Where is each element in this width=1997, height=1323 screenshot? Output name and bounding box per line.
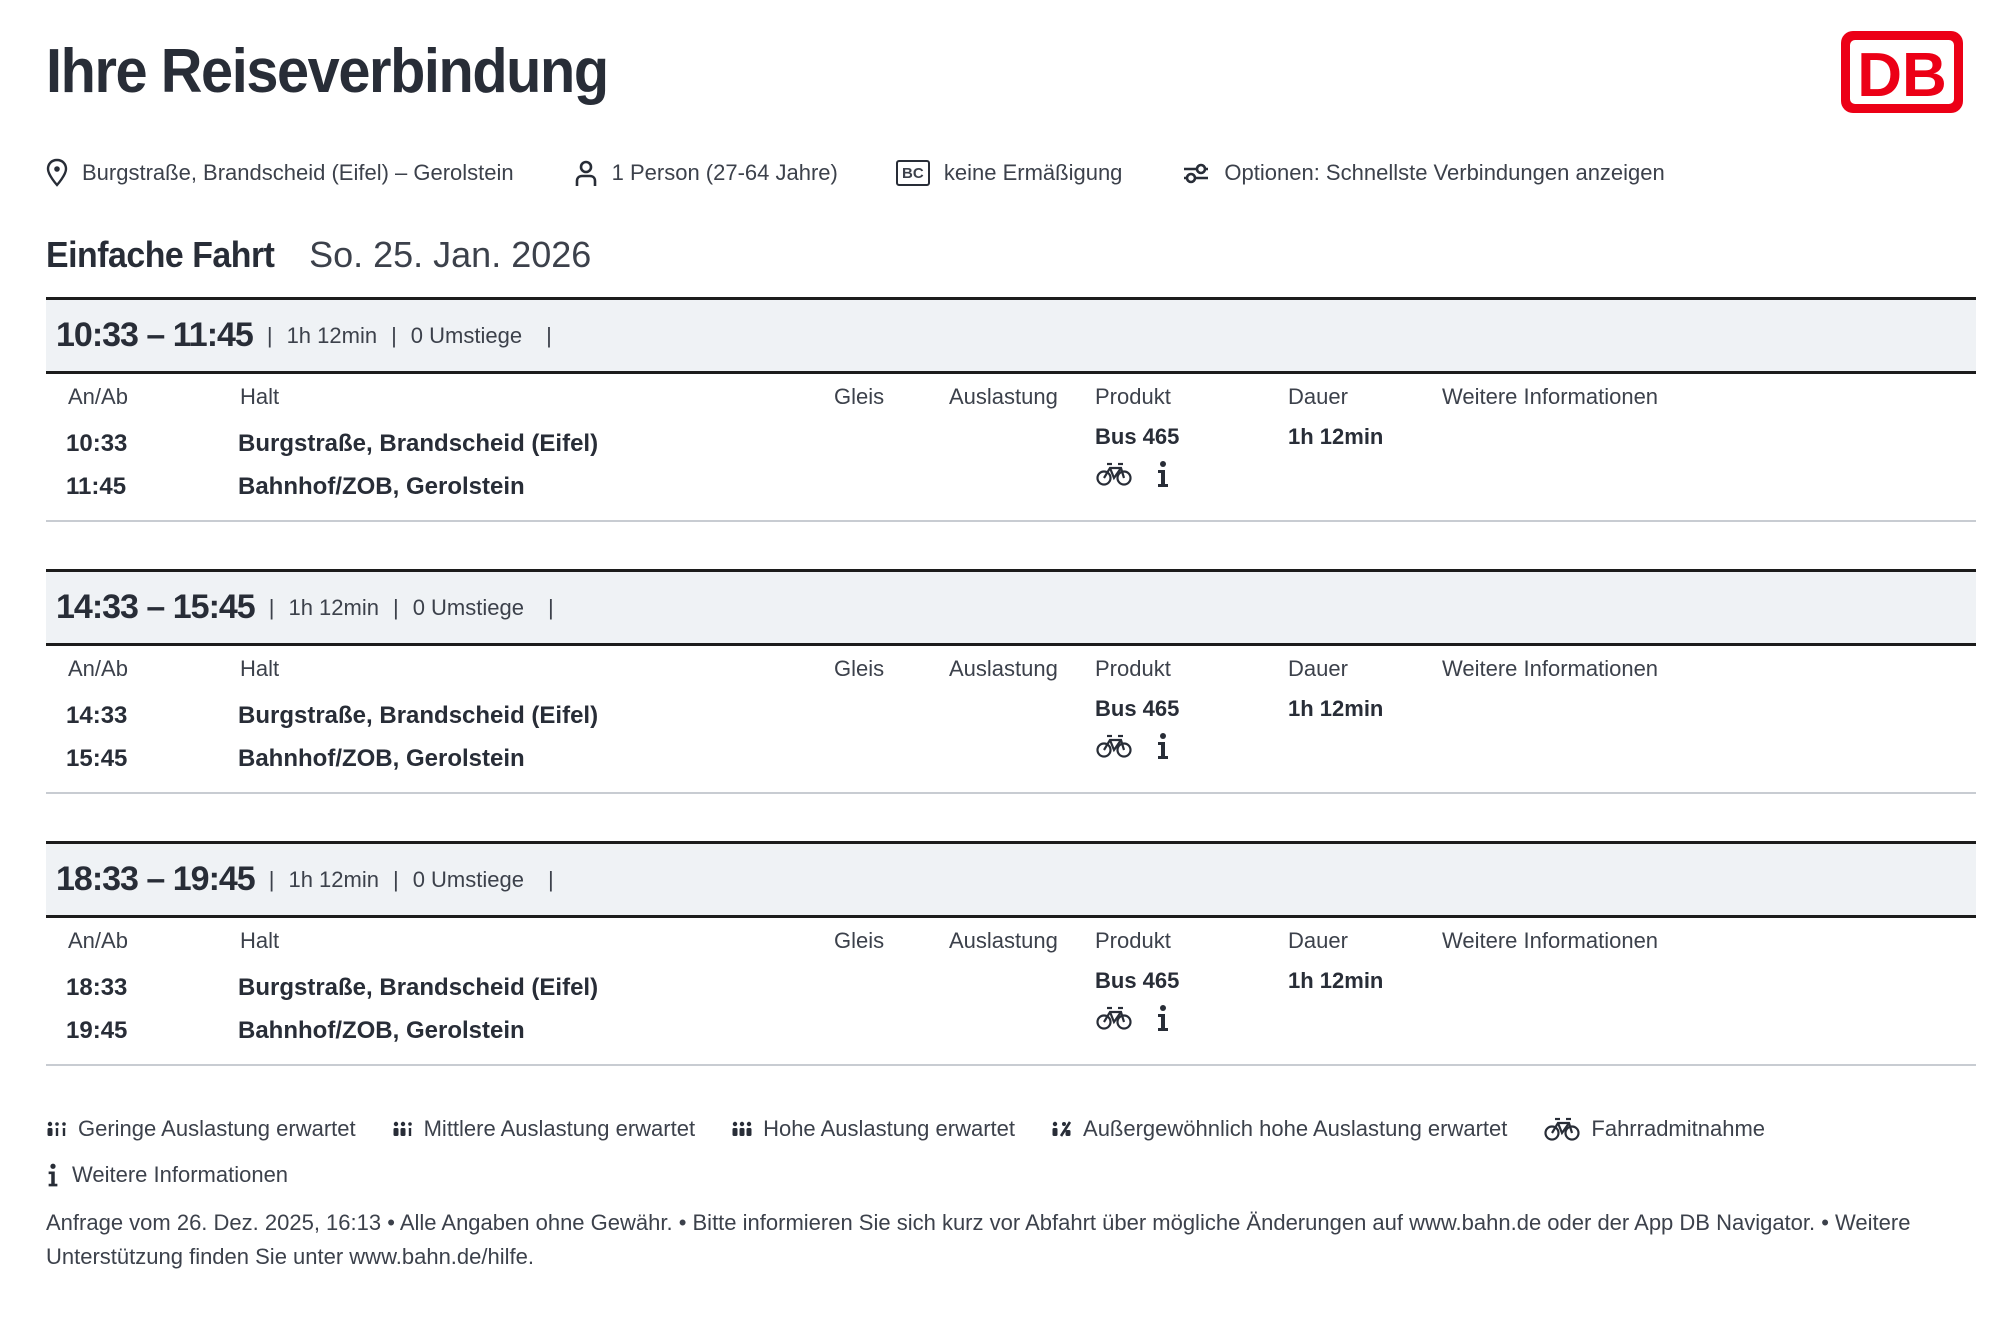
column-header-duration: Dauer xyxy=(1288,384,1348,409)
discount-summary xyxy=(896,160,1123,186)
separator: | xyxy=(392,594,399,620)
legend-item-info xyxy=(46,1162,288,1188)
column-header-time: An/Ab xyxy=(68,656,128,681)
column-header-product: Produkt xyxy=(1095,928,1171,953)
route-text: Burgstraße, Brandscheid (Eifel) – Gerolstein xyxy=(82,160,514,185)
separator: | xyxy=(547,594,554,620)
separator: | xyxy=(266,322,273,348)
separator: | xyxy=(391,322,397,348)
bicycle-icon[interactable] xyxy=(1095,1005,1133,1031)
passenger-text: 1 Person (27-64 Jahre) xyxy=(611,160,838,185)
legend-label-exceptional: Außergewöhnlich hohe Auslastung erwartet xyxy=(1083,1116,1508,1141)
column-header-product: Produkt xyxy=(1095,384,1171,409)
passenger-summary xyxy=(574,159,838,187)
column-header-platform: Gleis xyxy=(834,656,885,681)
legend-row xyxy=(46,1158,1976,1192)
legend-item-bicycle xyxy=(1543,1116,1765,1142)
product-attributes xyxy=(1095,1004,1171,1032)
route-summary xyxy=(46,158,514,188)
page-title: Ihre Reiseverbindung xyxy=(46,37,608,106)
connection-card xyxy=(46,297,1976,522)
column-header-platform: Gleis xyxy=(834,384,885,409)
connection-details xyxy=(46,918,1976,1066)
arrival-time: 11:45 xyxy=(66,473,127,500)
connection-card xyxy=(46,569,1976,794)
bicycle-icon[interactable] xyxy=(1095,461,1133,487)
leg-duration: 1h 12min xyxy=(1288,424,1384,449)
departure-time: 18:33 xyxy=(66,974,128,1001)
info-icon xyxy=(46,1162,60,1188)
leg-duration: 1h 12min xyxy=(1288,696,1384,721)
column-header-time: An/Ab xyxy=(68,384,128,409)
legend-label-low: Geringe Auslastung erwartet xyxy=(78,1116,356,1141)
column-header-stop: Halt xyxy=(240,656,280,681)
column-header-occupancy: Auslastung xyxy=(949,928,1058,953)
connection-transfers: 0 Umstiege xyxy=(410,322,523,348)
connection-details xyxy=(46,646,1976,794)
occupancy-high-icon xyxy=(731,1121,753,1137)
column-header-stop: Halt xyxy=(240,928,280,953)
options-summary xyxy=(1182,160,1664,186)
info-icon[interactable] xyxy=(1155,1004,1171,1032)
legend-label-high: Hohe Auslastung erwartet xyxy=(763,1116,1016,1141)
column-header-duration: Dauer xyxy=(1288,656,1348,681)
connection-header xyxy=(46,297,1976,374)
departure-time: 10:33 xyxy=(66,430,128,457)
connection-duration: 1h 12min xyxy=(288,866,379,892)
separator: | xyxy=(547,866,554,892)
occupancy-exceptional-icon xyxy=(1051,1120,1073,1138)
options-text: Optionen: Schnellste Verbindungen anzeigen xyxy=(1224,160,1665,185)
legend-label-info: Weitere Informationen xyxy=(72,1162,289,1187)
legend-item-medium xyxy=(392,1116,695,1142)
info-icon[interactable] xyxy=(1155,732,1171,760)
column-header-info: Weitere Informationen xyxy=(1442,656,1659,681)
trip-type: Einfache Fahrt xyxy=(46,234,275,275)
search-summary xyxy=(46,156,1665,190)
connection-times: 18:33 – 19:45 xyxy=(56,860,255,898)
occupancy-low-icon xyxy=(46,1121,68,1137)
occupancy-medium-icon xyxy=(392,1121,414,1137)
connection-duration: 1h 12min xyxy=(288,594,379,620)
connection-card xyxy=(46,841,1976,1066)
product-attributes xyxy=(1095,460,1171,488)
bicycle-icon[interactable] xyxy=(1095,733,1133,759)
info-icon[interactable] xyxy=(1155,460,1171,488)
person-icon xyxy=(574,159,598,187)
product-attributes xyxy=(1095,732,1171,760)
arrival-stop: Bahnhof/ZOB, Gerolstein xyxy=(238,745,525,772)
departure-stop: Burgstraße, Brandscheid (Eifel) xyxy=(238,702,599,729)
location-pin-icon xyxy=(46,158,68,188)
column-header-stop: Halt xyxy=(240,384,280,409)
separator: | xyxy=(392,866,399,892)
legend-label-medium: Mittlere Auslastung erwartet xyxy=(423,1116,696,1141)
legend-item-high xyxy=(731,1116,1015,1142)
arrival-stop: Bahnhof/ZOB, Gerolstein xyxy=(238,1017,525,1044)
connection-transfers: 0 Umstiege xyxy=(412,866,524,892)
separator: | xyxy=(268,594,275,620)
column-header-platform: Gleis xyxy=(834,928,885,953)
connection-header xyxy=(46,569,1976,646)
column-header-time: An/Ab xyxy=(68,928,128,953)
connection-duration: 1h 12min xyxy=(286,322,378,348)
column-header-product: Produkt xyxy=(1095,656,1171,681)
bicycle-icon xyxy=(1543,1116,1581,1142)
leg-duration: 1h 12min xyxy=(1288,968,1384,993)
column-header-occupancy: Auslastung xyxy=(949,384,1058,409)
departure-time: 14:33 xyxy=(66,702,128,729)
column-header-info: Weitere Informationen xyxy=(1442,928,1659,953)
column-header-info: Weitere Informationen xyxy=(1442,384,1659,409)
bahncard-icon: BC xyxy=(896,160,930,186)
footer-disclaimer: Anfrage vom 26. Dez. 2025, 16:13 • Alle Angaben ohne Gewähr. • Bitte informieren Sie sich kurz vor Abfahrt über mögliche Änderungen auf www.bahn.de oder der App DB Navigator. • Weitere Unterstützung finden Sie unter www.bahn.de/hilfe. xyxy=(46,1210,1911,1269)
legend-item-low xyxy=(46,1116,356,1142)
product-name: Bus 465 xyxy=(1095,968,1180,993)
connection-times: 10:33 – 11:45 xyxy=(56,316,253,354)
separator: | xyxy=(268,866,275,892)
separator: | xyxy=(546,322,552,348)
product-name: Bus 465 xyxy=(1095,696,1180,721)
arrival-time: 19:45 xyxy=(66,1017,128,1044)
sliders-icon xyxy=(1182,162,1210,184)
discount-text: keine Ermäßigung xyxy=(943,160,1123,185)
departure-stop: Burgstraße, Brandscheid (Eifel) xyxy=(238,430,599,457)
legend xyxy=(46,1112,1976,1192)
trip-heading xyxy=(46,234,591,276)
column-header-duration: Dauer xyxy=(1288,928,1348,953)
legend-item-exceptional xyxy=(1051,1116,1507,1142)
connection-details xyxy=(46,374,1976,522)
arrival-time: 15:45 xyxy=(66,745,128,772)
product-name: Bus 465 xyxy=(1095,424,1180,449)
legend-row xyxy=(46,1112,1976,1146)
connection-header xyxy=(46,841,1976,918)
connection-transfers: 0 Umstiege xyxy=(412,594,524,620)
arrival-stop: Bahnhof/ZOB, Gerolstein xyxy=(238,473,525,500)
trip-date: So. 25. Jan. 2026 xyxy=(309,234,592,275)
column-header-occupancy: Auslastung xyxy=(949,656,1058,681)
legend-label-bicycle: Fahrradmitnahme xyxy=(1591,1116,1766,1141)
db-logo-text: DB xyxy=(1857,41,1947,110)
connection-times: 14:33 – 15:45 xyxy=(56,588,255,626)
departure-stop: Burgstraße, Brandscheid (Eifel) xyxy=(238,974,599,1001)
db-logo xyxy=(1838,28,1966,116)
